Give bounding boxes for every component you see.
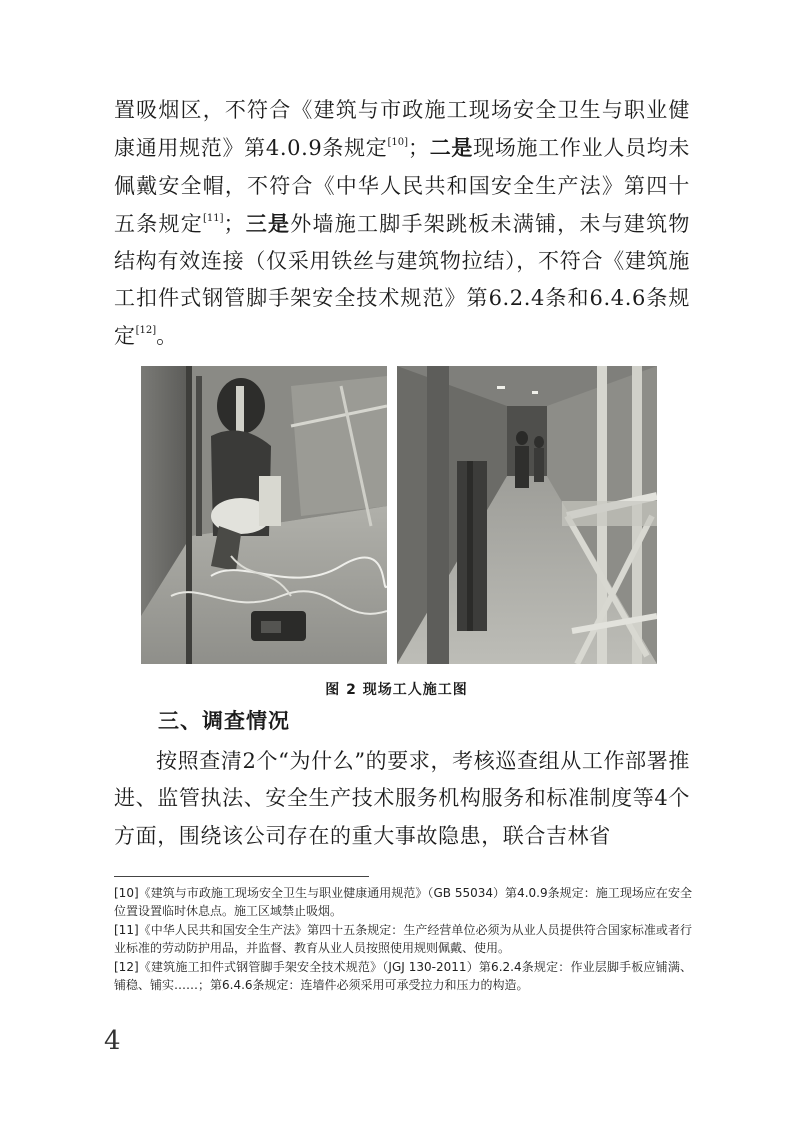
page-number: 4 [104, 1026, 121, 1056]
footnote-ref-10[interactable]: [10] [387, 137, 409, 149]
footnotes [114, 884, 692, 994]
paragraph-text: 。 [156, 323, 178, 348]
site-photo-corridor [397, 366, 657, 664]
paragraph-text: 置吸烟区，不符合《建筑与市政施工现场安全卫生与职业健康通用规范》第4.0.9条规定 [114, 98, 690, 161]
footnote-ref-12[interactable]: [12] [135, 324, 157, 336]
section-heading: 三、调查情况 [158, 709, 290, 733]
footnote-10: [10]《建筑与市政施工现场安全卫生与职业健康通用规范》（GB 55034）第4.0.9条规定：施工现场应在安全位置设置临时休息点。施工区域禁止吸烟。 [114, 886, 692, 919]
paragraph-text: ； [223, 211, 246, 236]
paragraph-text: 现场施工作业人员均未佩戴安全帽，不符合《中华人民共和国安全生产法》第四十五条规定 [114, 136, 691, 236]
body-paragraph-2: 按照查清2个“为什么”的要求，考核巡查组从工作部署推进、监管执法、安全生产技术服务机构服务和标准制度等4个方面，围绕该公司存在的重大事故隐患，联合吉林省 [114, 749, 690, 848]
bold-marker-three: 三是 [245, 210, 291, 236]
paragraph-text: ； [408, 136, 430, 161]
photo-corridor-illustration [397, 366, 657, 664]
footnote-ref-11[interactable]: [11] [202, 212, 224, 224]
paragraph-text: 外墙施工脚手架跳板未满铺，未与建筑物结构有效连接（仅采用铁丝与建筑物拉结），不符合《建筑施工扣件式钢管脚手架安全技术规范》第6.2.4条和6.4.6条规定 [114, 211, 690, 348]
site-photo-worker [141, 366, 387, 664]
body-paragraph-1 [114, 92, 690, 355]
figure-caption: 图 2 现场工人施工图 [325, 682, 468, 698]
photo-worker-illustration [141, 366, 387, 664]
footnote-12: [12]《建筑施工扣件式钢管脚手架安全技术规范》（JGJ 130-2011）第6.2.4条规定：作业层脚手板应铺满、铺稳、铺实……；第6.4.6条规定：连墙件必须采用可承受拉力和压力的构造。 [114, 959, 692, 993]
footnote-11: [11]《中华人民共和国安全生产法》第四十五条规定：生产经营单位必须为从业人员提供符合国家标准或者行业标准的劳动防护用品，并监督、教育从业人员按照使用规则佩戴、使用。 [114, 922, 692, 956]
bold-marker-two: 二是 [429, 135, 474, 161]
footnote-divider [114, 876, 369, 877]
